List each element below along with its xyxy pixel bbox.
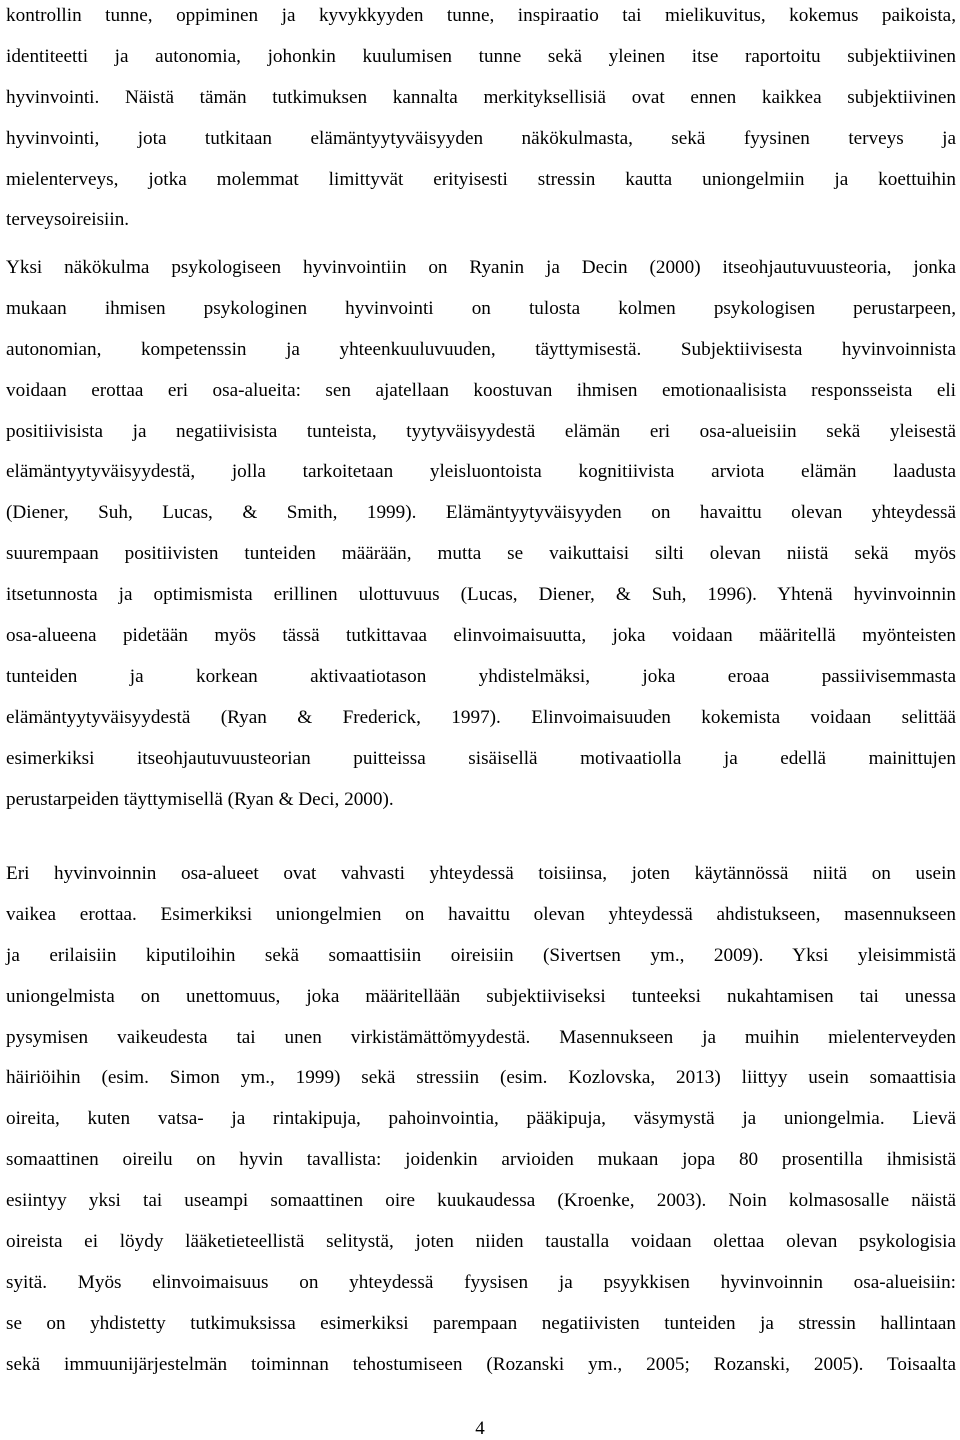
text-line: elämäntyytyväisyydestä, jolla tarkoitetaan yleisluontoista kognitiivista arviota elämän laadusta (6, 461, 956, 483)
text-line: osa-alueena pidetään myös tässä tutkittavaa elinvoimaisuutta, joka voidaan määritellä myönteisten (6, 625, 956, 647)
text-line: terveysoireisiin. (6, 209, 130, 231)
text-line: hyvinvointi, jota tutkitaan elämäntyytyväisyyden näkökulmasta, sekä fyysinen terveys ja (6, 127, 956, 149)
text-line: se on yhdistetty tutkimuksissa esimerkiksi parempaan negatiivisten tunteiden ja stressin hallintaan (6, 1312, 956, 1334)
text-line: positiivisista ja negatiivisista tunteista, tyytyväisyydestä elämän eri osa-alueisiin sekä yleisestä (6, 420, 956, 442)
text-line: esiintyy yksi tai useampi somaattinen oire kuukaudessa (Kroenke, 2003). Noin kolmasosalle näistä (6, 1190, 956, 1212)
paragraph-wellbeing-components (6, 0, 956, 241)
text-line: vaikea erottaa. Esimerkiksi uniongelmien on havaittu olevan yhteydessä ahdistukseen, masennukseen (6, 903, 956, 925)
text-line: häiriöihin (esim. Simon ym., 1999) sekä stressiin (esim. Kozlovska, 2013) liittyy usein somaattisia (6, 1067, 956, 1089)
text-line: mukaan ihmisen psykologinen hyvinvointi on tulosta kolmen psykologisen perustarpeen, (6, 297, 956, 319)
text-line: esimerkiksi itseohjautuvuusteorian puitteissa sisäisellä motivaatiolla ja edellä mainittujen (6, 747, 956, 769)
text-line: hyvinvointi. Näistä tämän tutkimuksen kannalta merkityksellisiä ovat ennen kaikkea subjektiivinen (6, 86, 956, 108)
text-line: itsetunnosta ja optimismista erillinen ulottuvuus (Lucas, Diener, & Suh, 1996). Yhtenä hyvinvoinnin (6, 584, 956, 606)
text-line: oireista ei löydy lääketieteellistä selitystä, joten niiden taustalla voidaan olettaa olevan psykologisia (6, 1231, 956, 1253)
text-line: Eri hyvinvoinnin osa-alueet ovat vahvasti yhteydessä toisiinsa, joten käytännössä niitä on usein (6, 863, 956, 884)
text-line: pysymisen vaikeudesta tai unen virkistämättömyydestä. Masennukseen ja muihin mielenterveyden (6, 1026, 956, 1048)
text-line: suurempaan positiivisten tunteiden määrään, mutta se vaikuttaisi silti olevan niistä sekä myös (6, 543, 956, 565)
text-line: autonomian, kompetenssin ja yhteenkuuluvuuden, täyttymisestä. Subjektiivisesta hyvinvoinnista (6, 338, 956, 360)
text-line: syitä. Myös elinvoimaisuus on yhteydessä fyysisen ja psyykkisen hyvinvoinnin osa-alueisiin: (6, 1271, 956, 1293)
text-line: voidaan erottaa eri osa-alueita: sen ajatellaan koostuvan ihmisen emotionaalisista responsseista eli (6, 379, 956, 401)
text-line: oireita, kuten vatsa- ja rintakipuja, pahoinvointia, pääkipuja, väsymystä ja uniongelmia. Lievä (6, 1108, 956, 1130)
text-line: uniongelmista on unettomuus, joka määritellään subjektiiviseksi tunteeksi nukahtamisen tai unessa (6, 985, 956, 1007)
text-line: kontrollin tunne, oppiminen ja kyvykkyyden tunne, inspiraatio tai mielikuvitus, kokemus paikoista, (6, 5, 956, 26)
text-line: (Diener, Suh, Lucas, & Smith, 1999). Elämäntyytyväisyyden on havaittu olevan yhteydessä (6, 502, 956, 524)
text-line: elämäntyytyväisyydestä (Ryan & Frederick, 1997). Elinvoimaisuuden kokemista voidaan selittää (6, 706, 956, 728)
paragraph-self-determination-theory (6, 248, 956, 820)
text-line: perustarpeiden täyttymisellä (Ryan & Deci, 2000). (6, 788, 394, 810)
text-line: Yksi näkökulma psykologiseen hyvinvointiin on Ryanin ja Decin (2000) itseohjautuvuusteoria, jonka (6, 257, 956, 278)
text-line: tunteiden ja korkean aktivaatiotason yhdistelmäksi, joka eroaa passiivisemmasta (6, 665, 956, 687)
text-line: mielenterveys, jotka molemmat limittyvät erityisesti stressin kautta uniongelmiin ja koettuihin (6, 168, 956, 190)
text-line: identiteetti ja autonomia, johonkin kuulumisen tunne sekä yleinen itse raportoitu subjektiivinen (6, 45, 956, 67)
paragraph-wellbeing-connections (6, 854, 956, 1386)
text-line: ja erilaisiin kiputiloihin sekä somaattisiin oireisiin (Sivertsen ym., 2009). Yksi yleisimmistä (6, 944, 956, 966)
text-line: sekä immuunijärjestelmän toiminnan tehostumiseen (Rozanski ym., 2005; Rozanski, 2005). Toisaalta (6, 1353, 956, 1375)
page-number: 4 (475, 1418, 485, 1439)
text-line: somaattinen oireilu on hyvin tavallista: joidenkin arvioiden mukaan jopa 80 prosentilla ihmisistä (6, 1149, 956, 1171)
